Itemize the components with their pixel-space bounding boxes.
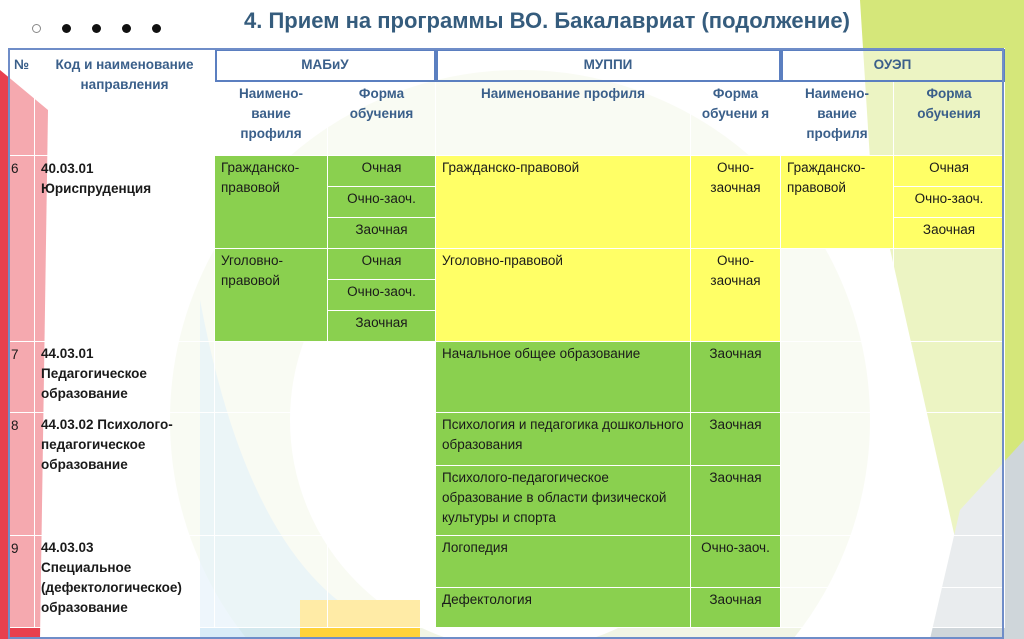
row-name: Педагогическое образование [41,366,147,401]
mabiu-form: Очно-заоч. [328,187,436,218]
row-code-name [35,536,215,628]
muppi-profile: Логопедия [436,536,691,588]
muppi-form: Заочная [691,588,781,628]
table-row [9,413,1005,466]
table-row [9,536,1005,588]
ouep-empty [781,342,894,413]
muppi-form: Очно-заочная [691,156,781,249]
ouep-empty [894,342,1005,413]
mabiu-empty [215,413,328,536]
header-num: № [9,49,35,156]
row-name: Юриспруденция [41,181,152,196]
muppi-profile: Уголовно-правовой [436,249,691,342]
ouep-empty [781,249,894,342]
row-num: 6 [9,156,35,342]
admissions-table [8,48,1005,628]
mabiu-empty [215,536,328,628]
muppi-profile: Начальное общее образование [436,342,691,413]
ouep-empty [894,536,1005,588]
ouep-form: Очная [894,156,1005,187]
mabiu-form: Очно-заоч. [328,280,436,311]
row-code: 44.03.03 [41,540,94,555]
mabiu-profile: Гражданско-правовой [215,156,328,249]
header-mabiu: МАБиУ [215,49,436,82]
header-muppi: МУППИ [436,49,781,82]
header-ouep-form: Форма обучения [894,82,1005,156]
ouep-empty [781,588,894,628]
mabiu-empty [328,536,436,628]
row-num: 7 [9,342,35,413]
header-code-name: Код и наименование направления [35,49,215,156]
header-mabiu-form: Форма обучения [328,82,436,156]
row-num: 8 [9,413,35,536]
mabiu-form: Заочная [328,311,436,342]
ouep-empty [894,413,1005,536]
slide-title: 4. Прием на программы ВО. Бакалавриат (подолжение) [244,8,850,33]
ouep-empty [894,249,1005,342]
header-ouep: ОУЭП [781,49,1005,82]
muppi-profile: Дефектология [436,588,691,628]
ouep-empty [781,536,894,588]
header-muppi-form: Форма обучени я [691,82,781,156]
muppi-profile: Психолого-педагогическое образование в области физической культуры и спорта [436,466,691,536]
ouep-form: Заочная [894,218,1005,249]
ouep-profile: Гражданско-правовой [781,156,894,249]
row-code-name [35,156,215,342]
ouep-form: Очно-заоч. [894,187,1005,218]
table-row [9,156,1005,187]
muppi-form: Заочная [691,342,781,413]
header-muppi-profile: Наименование профиля [436,82,691,156]
table-row [9,342,1005,413]
header-ouep-profile: Наимено-вание профиля [781,82,894,156]
header-mabiu-profile: Наимено-вание профиля [215,82,328,156]
mabiu-form: Очная [328,156,436,187]
row-name: Специальное (дефектологическое) образование [41,560,182,615]
mabiu-empty [215,342,328,413]
row-code-name [35,342,215,413]
muppi-form: Очно-заоч. [691,536,781,588]
row-code: 40.03.01 [41,161,94,176]
row-code: 44.03.01 [41,346,94,361]
mabiu-empty [328,342,436,413]
muppi-form: Заочная [691,466,781,536]
mabiu-profile: Уголовно-правовой [215,249,328,342]
muppi-form: Заочная [691,413,781,466]
mabiu-empty [328,413,436,536]
ouep-empty [781,413,894,536]
muppi-profile: Гражданско-правовой [436,156,691,249]
row-num: 9 [9,536,35,628]
mabiu-form: Очная [328,249,436,280]
muppi-form: Очно-заочная [691,249,781,342]
row-code-name: 44.03.02 Психолого-педагогическое образование [35,413,215,536]
mabiu-form: Заочная [328,218,436,249]
muppi-profile: Психология и педагогика дошкольного образования [436,413,691,466]
ouep-empty [894,588,1005,628]
